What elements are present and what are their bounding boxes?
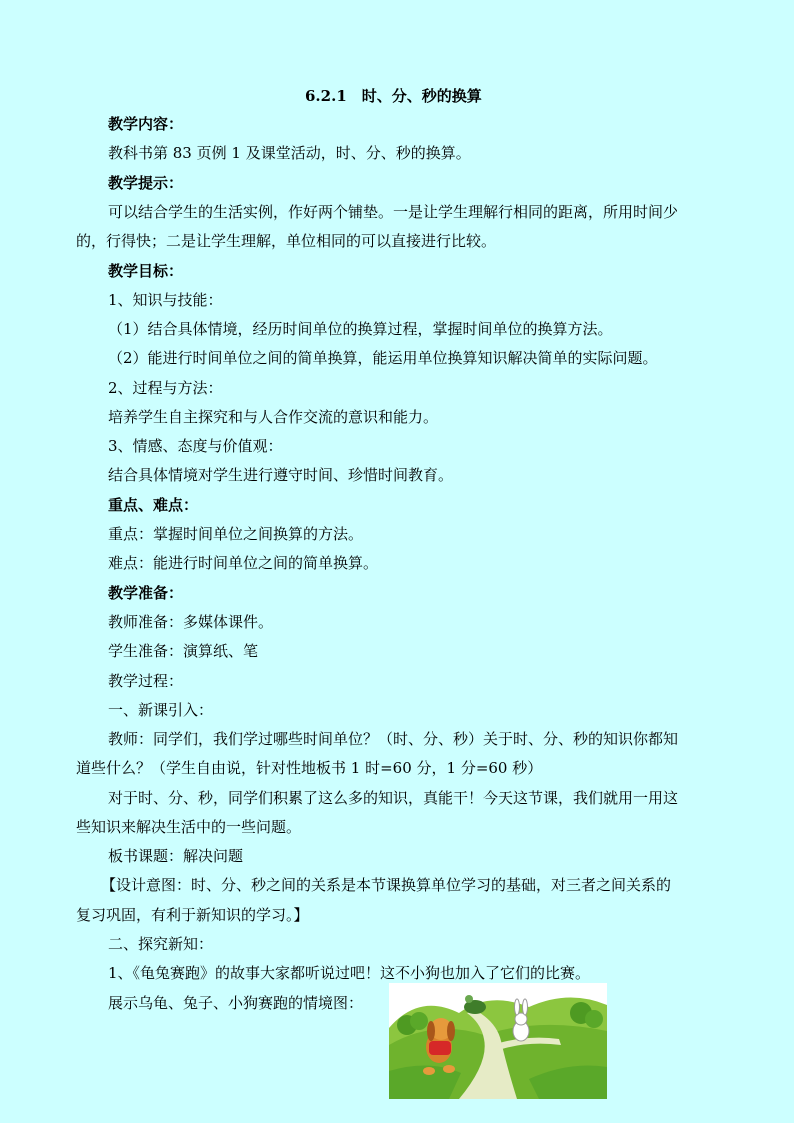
race-scene-illustration — [389, 983, 607, 1099]
section-2-heading: 二、探究新知： — [108, 935, 214, 953]
design-intent-line-1: 【设计意图：时、分、秒之间的关系是本节课换算单位学习的基础，对三者之间关系的 — [101, 876, 672, 894]
teaching-process-heading: 教学过程： — [108, 672, 184, 690]
teacher-preparation-text: 教师准备：多媒体课件。 — [108, 613, 274, 631]
goal-2-heading: 2、过程与方法： — [108, 379, 223, 397]
design-intent-line-2: 复习巩固，有利于新知识的学习。】 — [76, 906, 309, 924]
heading-teaching-tips: 教学提示： — [108, 174, 184, 192]
goal-1a-text: （1）结合具体情境，经历时间单位的换算过程，掌握时间单位的换算方法。 — [108, 320, 613, 338]
heading-teaching-content: 教学内容： — [108, 115, 184, 133]
heading-teaching-goals: 教学目标： — [108, 262, 184, 280]
student-preparation-text: 学生准备：演算纸、笔 — [108, 642, 259, 660]
heading-key-points: 重点、难点： — [108, 496, 199, 514]
goal-2a-text: 培养学生自主探究和与人合作交流的意识和能力。 — [108, 408, 439, 426]
race-scene-image — [389, 983, 607, 1099]
document-title: 6.2.1 时、分、秒的换算 — [305, 87, 482, 105]
teaching-tips-line-1: 可以结合学生的生活实例，作好两个铺垫。一是让学生理解行相同的距离，所用时间少 — [108, 203, 679, 221]
paragraph-1-line-1: 教师：同学们，我们学过哪些时间单位？（时、分、秒）关于时、分、秒的知识你都知 — [108, 730, 679, 748]
paragraph-1-line-2: 道些什么？（学生自由说，针对性地板书 1 时=60 分，1 分=60 秒） — [76, 759, 543, 777]
goal-1b-text: （2）能进行时间单位之间的简单换算，能运用单位换算知识解决简单的实际问题。 — [108, 349, 658, 367]
paragraph-6-text: 展示乌龟、兔子、小狗赛跑的情境图： — [108, 994, 364, 1012]
teaching-content-text: 教科书第 83 页例 1 及课堂活动，时、分、秒的换算。 — [108, 144, 471, 162]
difficult-point-text: 难点：能进行时间单位之间的简单换算。 — [108, 554, 379, 572]
heading-teaching-preparation: 教学准备： — [108, 584, 184, 602]
paragraph-2-line-2: 些知识来解决生活中的一些问题。 — [76, 818, 302, 836]
paragraph-5-text: 1、《龟兔赛跑》的故事大家都听说过吧！这不小狗也加入了它们的比赛。 — [108, 964, 591, 982]
paragraph-2-line-1: 对于时、分、秒，同学们积累了这么多的知识，真能干！今天这节课，我们就用一用这 — [108, 789, 679, 807]
goal-1-heading: 1、知识与技能： — [108, 291, 223, 309]
teaching-tips-line-2: 的，行得快；二是让学生理解，单位相同的可以直接进行比较。 — [76, 232, 497, 250]
section-1-heading: 一、新课引入： — [108, 701, 214, 719]
key-point-text: 重点：掌握时间单位之间换算的方法。 — [108, 525, 364, 543]
board-title-text: 板书课题：解决问题 — [108, 847, 244, 865]
goal-3-heading: 3、情感、态度与价值观： — [108, 437, 283, 455]
goal-3a-text: 结合具体情境对学生进行遵守时间、珍惜时间教育。 — [108, 466, 454, 484]
